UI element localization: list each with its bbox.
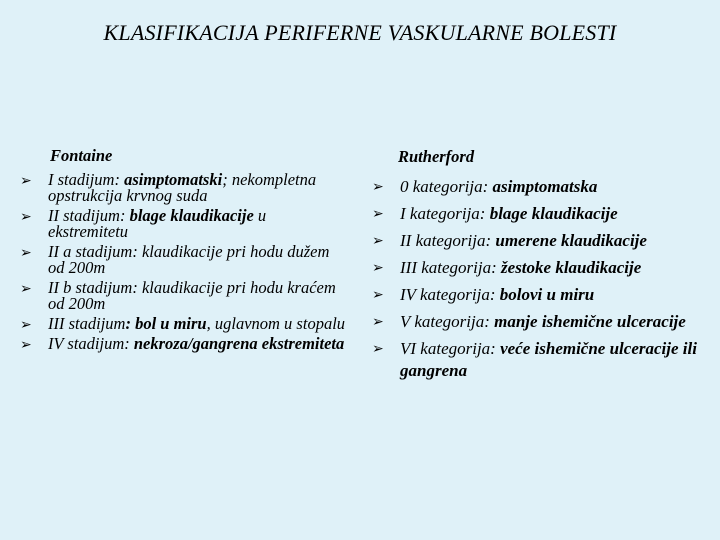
- arrow-bullet-icon: ➢: [20, 245, 32, 261]
- fontaine-item: ➢ IV stadijum: nekroza/gangrena ekstremiteta: [20, 334, 345, 353]
- arrow-bullet-icon: ➢: [20, 317, 32, 333]
- arrow-bullet-icon: ➢: [20, 209, 32, 225]
- rutherford-item: ➢ VI kategorija: veće ishemične ulceracije ili gangrena: [372, 339, 697, 380]
- arrow-bullet-icon: ➢: [20, 281, 32, 297]
- fontaine-item: ➢ III stadijum: bol u miru, uglavnom u stopalu: [20, 314, 346, 333]
- fontaine-item: ➢ II a stadijum: klaudikacije pri hodu dužem od 200m: [20, 242, 330, 277]
- fontaine-item: ➢ II b stadijum: klaudikacije pri hodu kraćem od 200m: [20, 278, 336, 313]
- rutherford-item: ➢ III kategorija: žestoke klaudikacije: [372, 258, 642, 277]
- fontaine-heading: Fontaine: [50, 146, 113, 165]
- rutherford-item: ➢ V kategorija: manje ishemične ulceracije: [372, 312, 686, 331]
- rutherford-item: ➢ I kategorija: blage klaudikacije: [372, 204, 618, 223]
- slide-title: KLASIFIKACIJA PERIFERNE VASKULARNE BOLESTI: [103, 20, 617, 45]
- fontaine-item: ➢ I stadijum: asimptomatski; nekompletna opstrukcija krvnog suda: [20, 170, 317, 205]
- arrow-bullet-icon: ➢: [372, 260, 384, 276]
- rutherford-item: ➢ II kategorija: umerene klaudikacije: [372, 231, 647, 250]
- arrow-bullet-icon: ➢: [372, 341, 384, 357]
- rutherford-list: [372, 176, 712, 387]
- fontaine-item: ➢ II stadijum: blage klaudikacije u ekstremitetu: [20, 206, 267, 241]
- arrow-bullet-icon: ➢: [372, 287, 384, 303]
- rutherford-item: ➢ 0 kategorija: asimptomatska: [372, 177, 598, 196]
- arrow-bullet-icon: ➢: [372, 314, 384, 330]
- arrow-bullet-icon: ➢: [372, 206, 384, 222]
- arrow-bullet-icon: ➢: [20, 337, 32, 353]
- fontaine-list: [20, 172, 355, 356]
- arrow-bullet-icon: ➢: [372, 233, 384, 249]
- rutherford-heading: Rutherford: [398, 147, 475, 166]
- arrow-bullet-icon: ➢: [372, 179, 384, 195]
- arrow-bullet-icon: ➢: [20, 173, 32, 189]
- rutherford-item: ➢ IV kategorija: bolovi u miru: [372, 285, 595, 304]
